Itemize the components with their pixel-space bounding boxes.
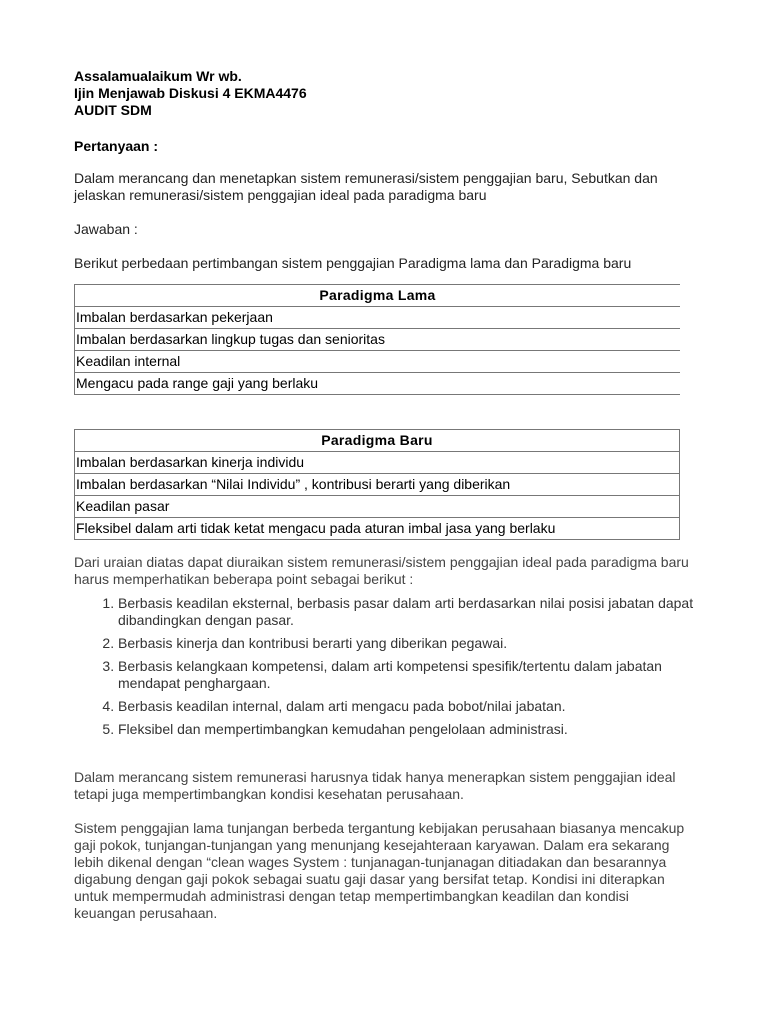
intro-text: Berikut perbedaan pertimbangan sistem penggajian Paradigma lama dan Paradigma baru [74, 255, 632, 271]
list-item: 3. Berbasis kelangkaan kompetensi, dalam arti kompetensi spesifik/tertentu dalam jabatan mendapat penghargaan. [118, 658, 694, 692]
list-item: 4. Berbasis keadilan internal, dalam arti mengacu pada bobot/nilai jabatan. [118, 698, 694, 715]
table-cell: Keadilan pasar [75, 496, 680, 518]
discussion-title: Ijin Menjawab Diskusi 4 EKMA4476 [74, 85, 307, 101]
answer-label: Jawaban : [74, 221, 138, 237]
table-cell: Mengacu pada range gaji yang berlaku [75, 373, 681, 395]
table-cell: Imbalan berdasarkan “Nilai Individu” , kontribusi berarti yang diberikan [75, 474, 680, 496]
list-item: 5. Fleksibel dan mempertimbangkan kemudahan pengelolaan administrasi. [118, 721, 694, 738]
question-text: Dalam merancang dan menetapkan sistem remunerasi/sistem penggajian baru, Sebutkan dan jelaskan remunerasi/sistem penggajian ideal pada paradigma baru [74, 170, 658, 203]
summary-text: Dari uraian diatas dapat diuraikan sistem remunerasi/sistem penggajian ideal pada paradigma baru harus memperhatikan beberapa point sebagai berikut : [74, 554, 689, 587]
table-header: Paradigma Lama [75, 285, 681, 307]
document [74, 68, 694, 922]
points-list [74, 595, 694, 738]
table-row [75, 329, 681, 351]
table-cell: Imbalan berdasarkan kinerja individu [75, 452, 680, 474]
table-row [75, 351, 681, 373]
document-header [74, 68, 694, 119]
table-header: Paradigma Baru [75, 430, 680, 452]
table-row [75, 452, 680, 474]
table-cell: Imbalan berdasarkan pekerjaan [75, 307, 681, 329]
list-item: 2. Berbasis kinerja dan kontribusi berarti yang diberikan pegawai. [118, 635, 694, 652]
table-row [75, 373, 681, 395]
paragraph: Sistem penggajian lama tunjangan berbeda tergantung kebijakan perusahaan biasanya mencakup gaji pokok, tunjangan-tunjangan yang menunjang kesejahteraan karyawan. Dalam era sekarang lebih dikenal dengan “clean wages System : tunjanagan-tunjanagan ditiadakan dan besarannya digabung dengan gaji pokok sebagai suatu gaji dasar yang bersifat tetap. Kondisi ini diterapkan untuk mempermudah administrasi dengan tetap mempertimbangkan keadilan dan kondisi keuangan perusahaan. [74, 820, 685, 921]
question-label: Pertanyaan : [74, 138, 159, 154]
table-cell: Fleksibel dalam arti tidak ketat mengacu pada aturan imbal jasa yang berlaku [75, 518, 680, 540]
table-row [75, 307, 681, 329]
table-row [75, 474, 680, 496]
course-title: AUDIT SDM [74, 102, 152, 118]
table-row [75, 518, 680, 540]
table-row [75, 496, 680, 518]
list-item: 1. Berbasis keadilan eksternal, berbasis pasar dalam arti berdasarkan nilai posisi jabatan dapat dibandingkan dengan pasar. [118, 595, 694, 629]
table-paradigma-baru [74, 429, 680, 540]
table-cell: Keadilan internal [75, 351, 681, 373]
paragraph: Dalam merancang sistem remunerasi harusnya tidak hanya menerapkan sistem penggajian ideal tetapi juga mempertimbangkan kondisi kesehatan perusahaan. [74, 769, 676, 802]
table-paradigma-lama [74, 284, 680, 395]
table-cell: Imbalan berdasarkan lingkup tugas dan senioritas [75, 329, 681, 351]
greeting: Assalamualaikum Wr wb. [74, 68, 242, 84]
